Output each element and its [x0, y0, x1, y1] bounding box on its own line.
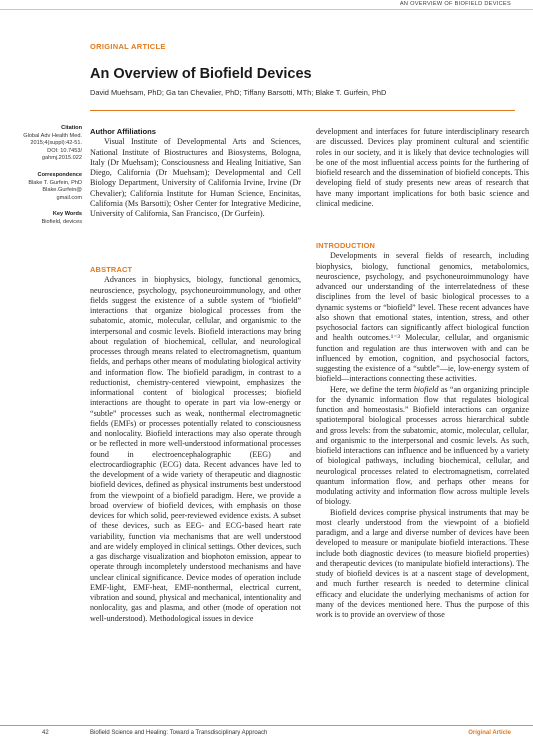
correspondence-email[interactable]: Blake.Gurfein@ [42, 187, 82, 194]
affiliations-text: Visual Institute of Developmental Arts and Sciences, National Institute of Biostructures and Biosystems, Bologna, Italy (Dr Muehsam); Consciousness and Healing Initiative, San Diego, California (Dr Muehsam); Developmental and Cell Biology Department, University of California Irvine, Irvine (Dr Chevalier); California Institute for Human Science, Encinitas, California (Ms Barsotti); Osher Center for Integrative Medicine, University of California, San Francisco, (Dr Gurfein). [90, 137, 301, 218]
abstract-text: Advances in biophysics, biology, functional genomics, neuroscience, psychology, psychoneuroimmunology, and other fields suggest the existence of a subtle system of “biofield” interactions that organize biological processes from the subatomic, atomic, molecular, cellular, and organismic to the interpersonal and cosmic levels. Biofield interactions may bring about regulation of biochemical, cellular, and neurological processes through means related to electromagnetism, quantum fields, and perhaps other means of modulating biological activity and information flow. The biofield paradigm, in contrast to a reductionist, chemistry-centered viewpoint, emphasizes the informational content of biological processes; biofield interactions are thought to operate in part via low-energy or “subtle” processes such as weak, nonthermal electromagnetic fields (EMFs) or processes potentially related to consciousness and nonlocality. Biofield interactions may also operate through or be reflected in more well-understood informational processes found in electroencephalographic (EEG) and electrocardiographic (ECG) data. Recent advances have led to the development of a wide variety of therapeutic and diagnostic biofield devices, defined as physical instruments best understood from the viewpoint of a biofield paradigm. Here, we provide a broad overview of biofield devices, with emphasis on those devices for which solid, peer-reviewed evidence exists. A subset of these devices, such as EEG- and ECG-based heart rate variability, function via mechanisms that are well understood and are widely employed in clinical settings. Other devices, such a gas discharge visualization and biophoton emission, appear to operate through incompletely understood mechanisms and have unclear clinical significance. Device modes of operation include EMF-light, EMF-heat, EMF-nonthermal, electrical current, vibration and sound, physical and mechanical, intentionality and nonlocality, gas and plasma, and other (mode of operation not well-understood). Methodological issues in device [90, 275, 301, 623]
abstract-block [90, 265, 301, 624]
author-list: David Muehsam, PhD; Ga tan Chevalier, PhD; Tiffany Barsotti, MTh; Blake T. Gurfein, PhD [90, 88, 387, 97]
right-column [316, 127, 529, 209]
keywords-heading: Key Words [52, 211, 82, 218]
citation-line: gahmj.2015.022 [41, 155, 82, 162]
header-rule [90, 110, 515, 111]
intro-paragraph-1: Developments in several fields of research, including biophysics, biology, functional genomics, metabolomics, neuroscience, psychology, and psychoneuroimmunology have advanced our understanding of the interrelatedness of these disciplines from the level of basic biological processes to a dynamic systems or “biofield” level. These recent advances have also shown that emotional states, intention, stress, and other psychosocial factors can significantly affect biological function and health outcomes.¹⁻³ Molecular, cellular, and organismic function and regulation are thus interwoven with and can be influenced by emotion, cognition, and psychosocial factors, suggesting the existence of a “subtle”—ie, low-energy system of biofield—interactions connecting these activities. [316, 251, 529, 384]
citation-line: 2015;4(suppl):42-51. [30, 140, 82, 147]
journal-title: Biofield Science and Healing: Toward a Transdisciplinary Approach [90, 730, 268, 736]
introduction-heading: INTRODUCTION [316, 241, 376, 250]
citation-line: DOI: 10.7453/ [47, 147, 82, 154]
correspondence-line: Blake T. Gurfein, PhD [28, 179, 82, 186]
intro-paragraph-3: Biofield devices comprise physical instruments that may be most clearly understood from the viewpoint of a biofield paradigm, and a large and diverse number of devices have been developed to measure or manipulate biofield interactions. These include both diagnostic devices (to measure biofield properties) and therapeutic devices (to manipulate biofield interactions). The study of biofield devices is at a nascent stage of development, and much further research is needed to determine clinical efficacy and elucidate the underlying mechanisms of action for many of the devices mentioned here. Thus the purpose of this work is to provide an overview of those [316, 507, 529, 619]
p2-term: biofield [413, 384, 439, 394]
abstract-heading: ABSTRACT [90, 265, 133, 274]
affiliations-heading: Author Affiliations [90, 127, 156, 136]
article-type: Original Article [468, 730, 511, 736]
top-divider [0, 9, 533, 10]
abstract-continuation: development and interfaces for future interdisciplinary research are discussed. Devices play prominent cultural and scientific roles in our society, and it is likely that device technologies will be one of the most influential access points for the furthering of biofield research and the dissemination of biofield concepts. This developing field of study presents new areas of research that have many important implications for both basic science and clinical medicine. [316, 127, 529, 208]
keywords-line: Biofield, devices [41, 218, 82, 225]
running-head: AN OVERVIEW OF BIOFIELD DEVICES [399, 1, 511, 7]
introduction-block [316, 241, 529, 620]
left-column [90, 127, 301, 219]
sidebar-metadata [2, 125, 82, 227]
citation-heading: Citation [61, 125, 82, 131]
intro-paragraph-2 [316, 385, 529, 508]
p2-lead: Here, we define the term [330, 384, 414, 394]
correspondence-heading: Correspondence [37, 171, 82, 178]
p2-rest: as “an organizing principle for the dynamic information flow that regulates biological function and homeostasis.” Biofield interactions can organize spatiotemporal biological processes across hierarchical subtle and gross levels: from the subatomic, atomic, molecular, cellular, and organismic to the interpersonal and cosmic levels. As such, biofield interactions can influence and be influenced by a variety of biological pathways, including biochemical, cellular, and neurological processes related to electromagnetism, correlated quantum information flow, and perhaps other means for modulating activity and information flow across multiple levels of biology. [316, 384, 529, 507]
footer-rule [0, 725, 533, 726]
page-number: 42 [42, 730, 49, 736]
article-title: An Overview of Biofield Devices [90, 66, 312, 82]
section-label: ORIGINAL ARTICLE [90, 42, 166, 51]
correspondence-email[interactable]: gmail.com [56, 194, 82, 201]
citation-line: Global Adv Health Med. [23, 132, 82, 139]
